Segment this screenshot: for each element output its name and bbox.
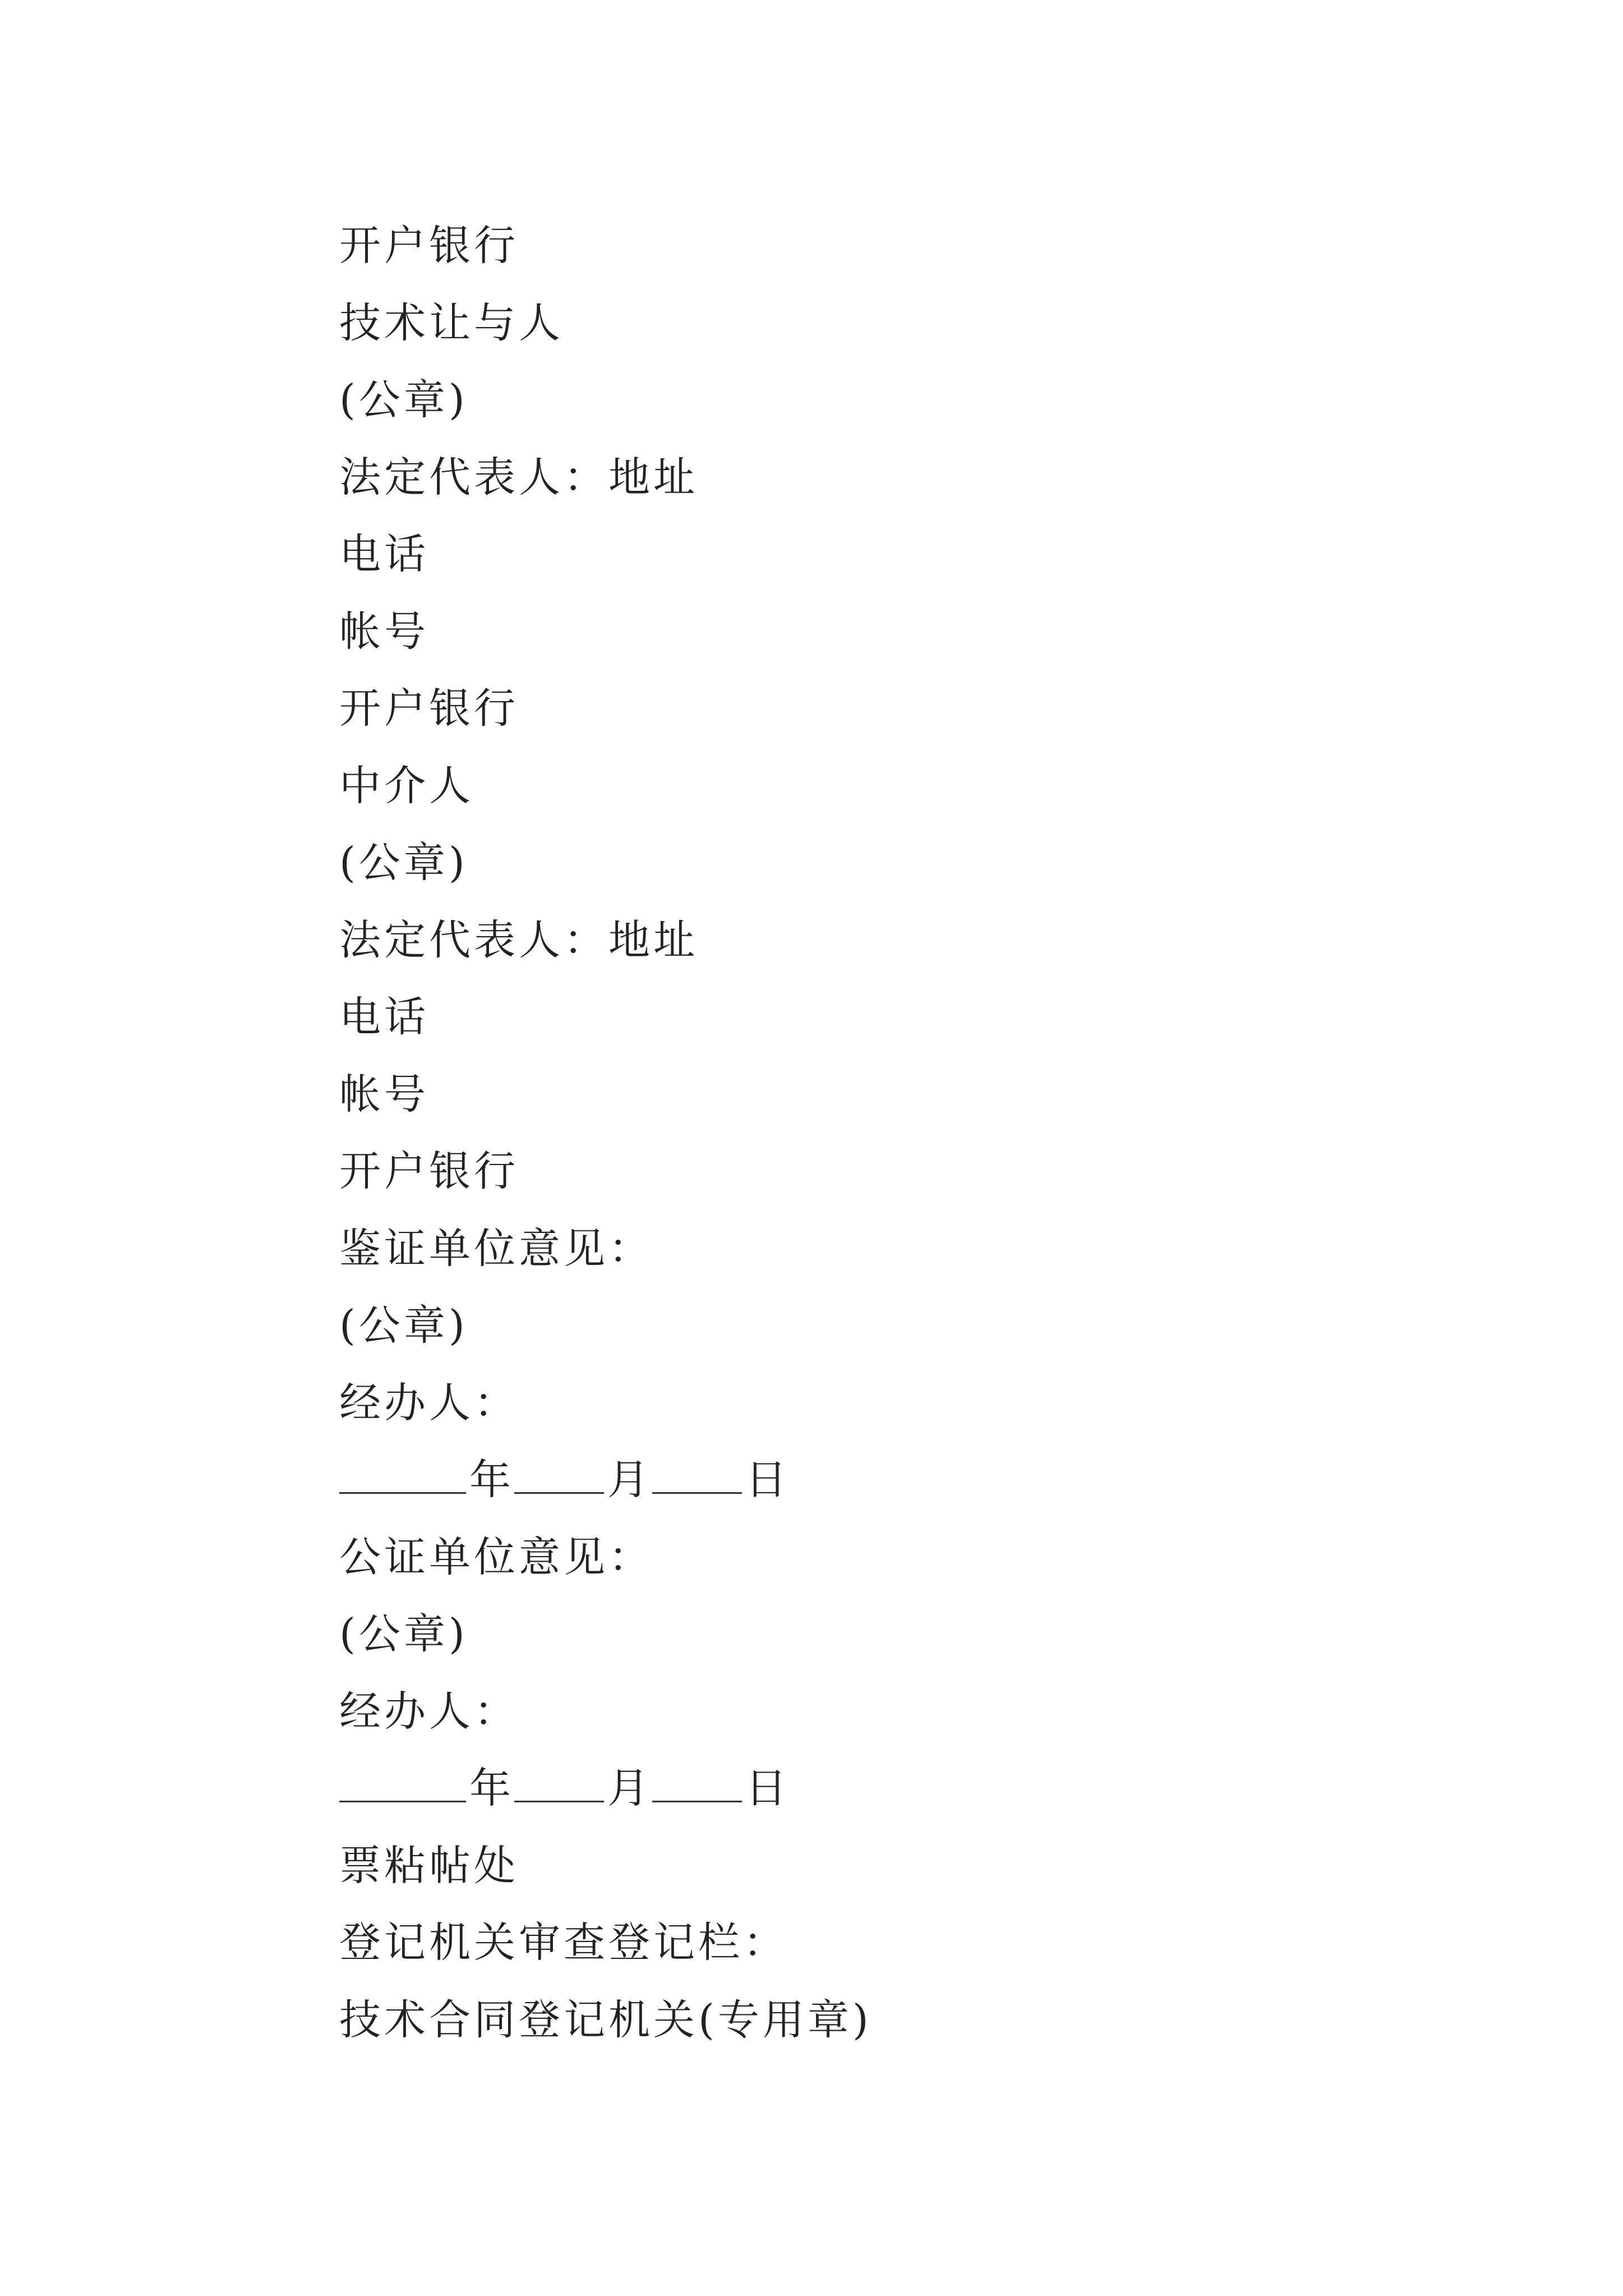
text-line: 中介人: [339, 761, 474, 810]
year-blank: [339, 1453, 466, 1494]
text-line: (公章): [339, 1610, 468, 1658]
year-label: 年: [469, 1764, 514, 1812]
day-blank: [652, 1453, 742, 1494]
text-line: 帐号: [339, 1070, 429, 1119]
year-blank: [339, 1761, 466, 1802]
text-line: 公证单位意见：: [339, 1533, 653, 1581]
month-label: 月: [607, 1764, 652, 1812]
text-line: 票粘帖处: [339, 1841, 519, 1890]
date-line: [339, 1750, 1461, 1828]
text-line: 开户银行: [339, 222, 519, 270]
text-line: 经办人：: [339, 1687, 519, 1736]
text-line: 帐号: [339, 607, 429, 656]
year-label: 年: [469, 1456, 514, 1504]
text-line: 法定代表人：地址: [339, 453, 698, 501]
text-line: 法定代表人：地址: [339, 915, 698, 964]
month-blank: [514, 1453, 604, 1494]
month-blank: [514, 1761, 604, 1802]
day-label: 日: [745, 1456, 790, 1504]
text-line: 鉴证单位意见：: [339, 1224, 653, 1273]
month-label: 月: [607, 1456, 652, 1504]
text-line: 电话: [339, 530, 429, 578]
text-line: (公章): [339, 839, 468, 887]
text-line: 开户银行: [339, 1147, 519, 1195]
text-line: 经办人：: [339, 1378, 519, 1427]
document-body: [339, 208, 1461, 2059]
text-line: 技术让与人: [339, 298, 564, 347]
text-line: 电话: [339, 993, 429, 1041]
text-line: (公章): [339, 376, 468, 424]
date-line: [339, 1442, 1461, 1519]
day-blank: [652, 1761, 742, 1802]
text-line: (公章): [339, 1301, 468, 1350]
day-label: 日: [745, 1764, 790, 1812]
text-line: 开户银行: [339, 684, 519, 733]
text-line: 登记机关审查登记栏：: [339, 1918, 788, 1967]
text-line: 技术合同登记机关(专用章): [339, 1995, 872, 2044]
